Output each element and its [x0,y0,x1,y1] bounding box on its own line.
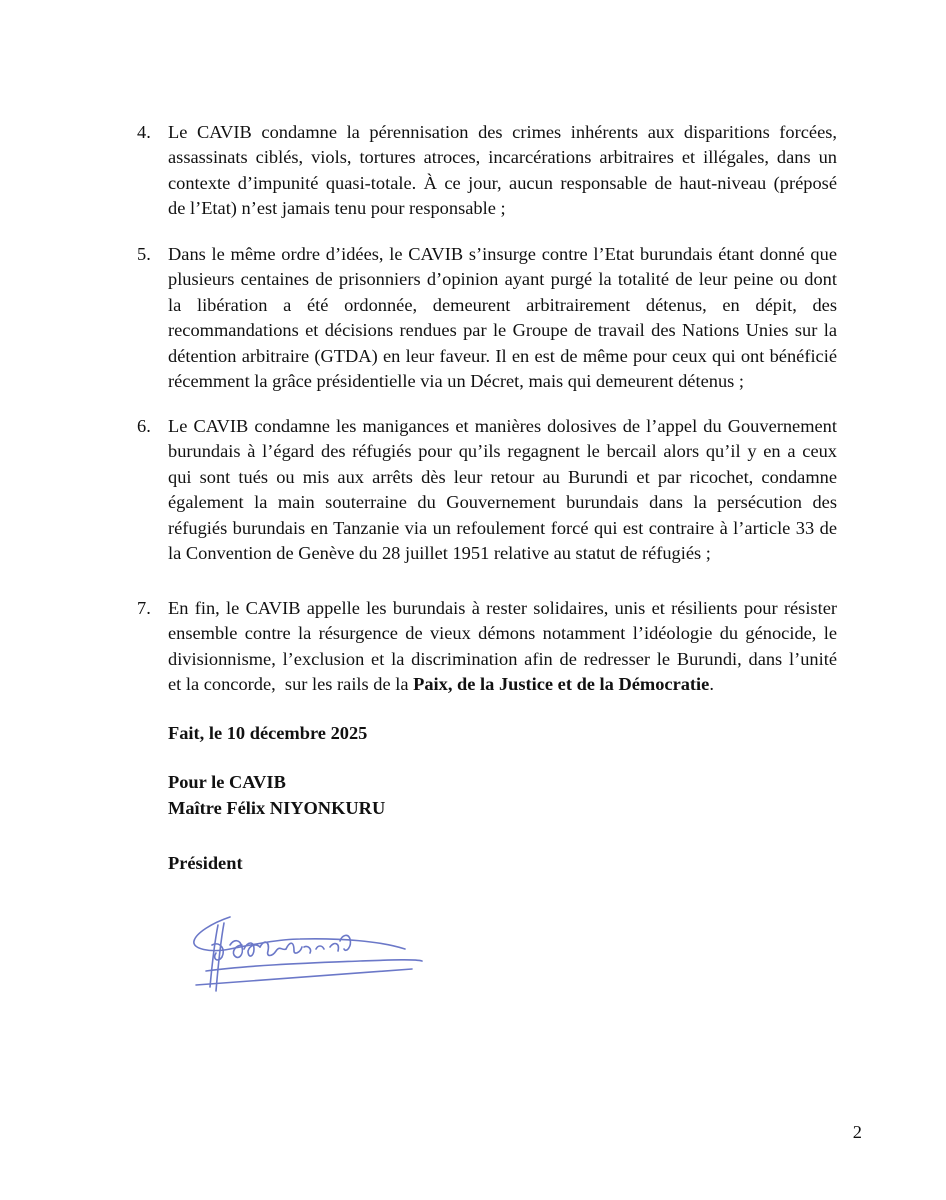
list-item-6 [137,414,837,566]
list-item-4 [137,120,837,222]
item-number: 4. [137,122,151,142]
text-line: la libération a été ordonnée, demeurent arbitrairement détenus, en dépit, des [168,294,837,315]
signatory-name: Maître Félix NIYONKURU [168,798,386,818]
text-line: Le CAVIB condamne les manigances et manières dolosives de l’appel du Gouvernement [168,416,837,436]
text-line: qui sont tués ou mis aux arrêts dès leur retour au Burundi et par ricochet, condamne [168,466,837,487]
text-line: réfugiés burundais en Tanzanie via un refoulement forcé qui est contraire à l’article 33 de [168,517,837,538]
signature-image [190,905,430,1000]
text-line: En fin, le CAVIB appelle les burundais à rester solidaires, unis et résilients pour résister [168,598,837,618]
text-line: assassinats ciblés, viols, tortures atroces, incarcérations arbitraires et illégales, dans un [168,147,837,168]
text-line: la Convention de Genève du 28 juillet 1951 relative au statut de réfugiés ; [168,543,711,564]
text-line: récemment la grâce présidentielle via un Décret, mais qui demeurent détenus ; [168,371,745,392]
text-line: plusieurs centaines de prisonniers d’opinion ayant purgé la totalité de leur peine ou dont [168,269,837,290]
item-text [168,242,837,394]
date-line: Fait, le 10 décembre 2025 [168,723,368,743]
text-line: burundais à l’égard des réfugiés pour qu’ils regagnent le bercail alors qu’il y en a ceux [168,441,837,462]
item-text [168,120,837,222]
bold-phrase: Paix, de la Justice et de la Démocratie [413,674,710,695]
signatory-title: Président [168,853,243,873]
page-number: 2 [852,1122,862,1142]
item-text [168,596,837,698]
text-line: détention arbitraire (GTDA) en leur faveur. Il en est de même pour ceux qui ont bénéficié [168,345,837,366]
text-suffix: . [709,674,714,695]
text-line: ensemble contre la résurgence de vieux démons notamment l’idéologie du génocide, le [168,623,837,644]
text-line: recommandations et décisions rendues par le Groupe de travail des Nations Unies sur la [168,320,837,341]
text-prefix: et la concorde, sur les rails de la [168,674,414,695]
text-line: Dans le même ordre d’idées, le CAVIB s’insurge contre l’Etat burundais étant donné que [168,244,837,264]
for-line: Pour le CAVIB [168,772,286,792]
list-item-7 [137,596,837,698]
text-line-last [168,672,837,697]
item-number: 7. [137,598,151,618]
text-line: Le CAVIB condamne la pérennisation des crimes inhérents aux disparitions forcées, [168,122,837,142]
text-line: divisionnisme, l’exclusion et la discrimination afin de redresser le Burundi, dans l’unité [168,648,837,669]
list-item-5 [137,242,837,394]
text-line: également la main souterraine du Gouvernement burundais dans la persécution des [168,492,837,513]
item-text [168,414,837,566]
item-number: 6. [137,416,151,436]
text-line: contexte d’impunité quasi-totale. À ce jour, aucun responsable de haut-niveau (préposé [168,172,837,193]
item-number: 5. [137,244,151,264]
text-line: de l’Etat) n’est jamais tenu pour responsable ; [168,198,506,219]
